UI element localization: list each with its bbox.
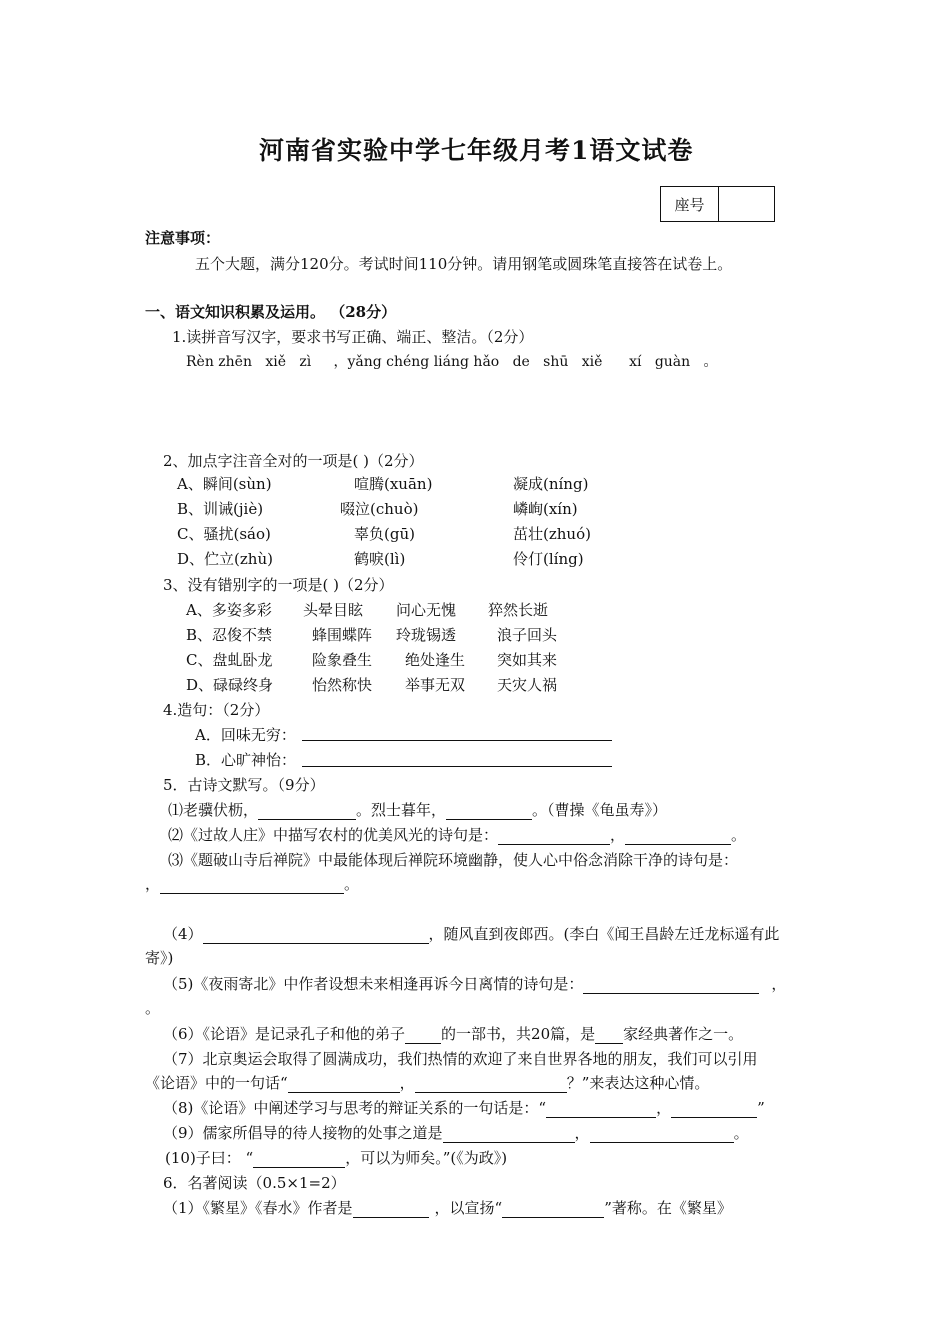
q5-item-5-cont: 。	[145, 999, 161, 1017]
q3-option-c-3: 绝处逢生	[405, 651, 466, 669]
q1-stem: 1.读拼音写汉字，要求书写正确、端正、整洁。（2分）	[172, 328, 534, 346]
q2-option-b-1: B、训诫(jiè)	[177, 500, 264, 518]
q5-blank-9b[interactable]	[590, 1126, 734, 1143]
q3-option-a-4: 猝然长逝	[488, 601, 549, 619]
q4-b-label: B．心旷神怡：	[195, 751, 297, 769]
seat-number-box	[660, 186, 775, 222]
q5-blank-1b[interactable]	[446, 803, 532, 820]
q5-blank-7a[interactable]	[288, 1076, 400, 1093]
q5-blank-7b[interactable]	[415, 1076, 567, 1093]
q3-option-d-1: D、碌碌终身	[186, 676, 274, 694]
q5-blank-9a[interactable]	[443, 1126, 575, 1143]
q2-option-d-3: 伶仃(líng)	[513, 550, 584, 568]
q5-item-10: (10)子曰： “ ，可以为师矣。”(《为政》)	[165, 1149, 508, 1167]
page-title: 河南省实验中学七年级月考1语文试卷	[259, 136, 694, 165]
q5-item-7: （7）北京奥运会取得了圆满成功，我们热情的欢迎了来自世界各地的朋友，我们可以引用	[163, 1050, 758, 1068]
q3-option-b-2: 蜂围蝶阵	[312, 626, 373, 644]
q6-blank-1b[interactable]	[502, 1201, 604, 1218]
q1-pinyin: Rèn zhēn xiě zì ，yǎng chéng liáng hǎo de shū xiě xí guàn 。	[186, 354, 718, 370]
q5-item-3: ⑶《题破山寺后禅院》中最能体现后禅院环境幽静，使人心中俗念消除干净的诗句是：	[168, 851, 739, 869]
q3-option-a-1: A、多姿多彩	[186, 601, 272, 619]
q3-option-b-3: 玲珑锡透	[396, 626, 457, 644]
q5-blank-2b[interactable]	[625, 828, 731, 845]
q3-option-d-2: 怡然称快	[312, 676, 373, 694]
q5-item-6: （6）《论语》是记录孔子和他的弟子 的一部书，共20篇，是 家经典著作之一。	[163, 1025, 744, 1043]
notice-heading: 注意事项：	[145, 229, 221, 247]
q2-option-c-2: 辜负(gū)	[354, 525, 415, 543]
q5-item-4: （4） ，随风直到夜郎西。(李白《闻王昌龄左迁龙标遥有此	[163, 925, 780, 943]
q5-item-2: ⑵《过故人庄》中描写农村的优美风光的诗句是： ， 。	[168, 826, 747, 844]
q4-a-label: A．回味无穷：	[195, 726, 296, 744]
q5-blank-5[interactable]	[583, 977, 759, 994]
q5-item-8: （8)《论语》中阐述学习与思考的辩证关系的一句话是：“ ， ”	[163, 1099, 765, 1117]
q3-option-b-4: 浪子回头	[497, 626, 558, 644]
seat-number-field[interactable]	[719, 187, 774, 221]
q2-option-a-3: 凝成(níng)	[513, 475, 589, 493]
q5-blank-6b[interactable]	[595, 1027, 623, 1044]
section-1-heading: 一、语文知识积累及运用。 （28分）	[145, 303, 397, 321]
q5-blank-1a[interactable]	[258, 803, 356, 820]
q6-blank-1a[interactable]	[353, 1201, 429, 1218]
q2-option-a-1: A、瞬间(sùn)	[177, 475, 272, 493]
q5-stem: 5．古诗文默写。（9分）	[163, 776, 325, 794]
q2-option-c-1: C、骚扰(sáo)	[177, 525, 271, 543]
q3-option-c-4: 突如其来	[497, 651, 558, 669]
q2-option-d-1: D、伫立(zhù)	[177, 550, 273, 568]
q5-blank-3[interactable]	[160, 877, 344, 894]
q5-blank-8a[interactable]	[546, 1101, 656, 1118]
notice-text: 五个大题，满分120分。考试时间110分钟。请用钢笔或圆珠笔直接答在试卷上。	[195, 255, 733, 273]
q5-item-3-answer: ， 。	[145, 875, 360, 893]
q5-item-5: （5)《夜雨寄北》中作者设想未来相逢再诉今日离情的诗句是： ，	[163, 975, 787, 993]
q3-option-d-3: 举事无双	[405, 676, 466, 694]
q5-blank-2a[interactable]	[498, 828, 610, 845]
q5-item-9: （9）儒家所倡导的待人接物的处事之道是 ， 。	[163, 1124, 749, 1142]
q4-b-answer-line[interactable]	[302, 766, 612, 767]
q6-item-1: （1）《繁星》《春水》作者是 ，以宣扬“ ”著称。在《繁星》	[163, 1199, 732, 1217]
q3-option-a-2: 头晕目眩	[303, 601, 364, 619]
q3-option-a-3: 问心无愧	[396, 601, 457, 619]
q6-stem: 6．名著阅读（0.5×1=2）	[163, 1174, 346, 1192]
q5-blank-4[interactable]	[203, 927, 429, 944]
q2-stem: 2、加点字注音全对的一项是( )（2分）	[163, 452, 424, 470]
q5-blank-6a[interactable]	[405, 1027, 441, 1044]
q2-option-a-2: 喧腾(xuān)	[354, 475, 433, 493]
q2-option-d-2: 鹤唳(lì)	[354, 550, 406, 568]
q5-item-4-cont: 寄》)	[145, 949, 174, 967]
q4-a-answer-line[interactable]	[302, 740, 612, 741]
q5-blank-8b[interactable]	[671, 1101, 757, 1118]
q3-option-b-1: B、忍俊不禁	[186, 626, 273, 644]
q3-stem: 3、没有错别字的一项是( )（2分）	[163, 576, 394, 594]
q5-item-1: ⑴老骥伏枥， 。烈士暮年， 。（曹操《龟虽寿》）	[168, 801, 668, 819]
q3-option-c-1: C、盘虬卧龙	[186, 651, 273, 669]
q3-option-d-4: 天灾人祸	[497, 676, 558, 694]
q5-blank-10[interactable]	[253, 1151, 345, 1168]
q5-item-7-cont: 《论语》中的一句话“ ， ？”来表达这种心情。	[145, 1074, 710, 1092]
q4-stem: 4.造句：（2分）	[163, 701, 270, 719]
q2-option-b-2: 啜泣(chuò)	[340, 500, 419, 518]
seat-label: 座号	[661, 187, 719, 221]
q3-option-c-2: 险象叠生	[312, 651, 373, 669]
q2-option-c-3: 茁壮(zhuó)	[513, 525, 591, 543]
q2-option-b-3: 嶙峋(xín)	[513, 500, 578, 518]
